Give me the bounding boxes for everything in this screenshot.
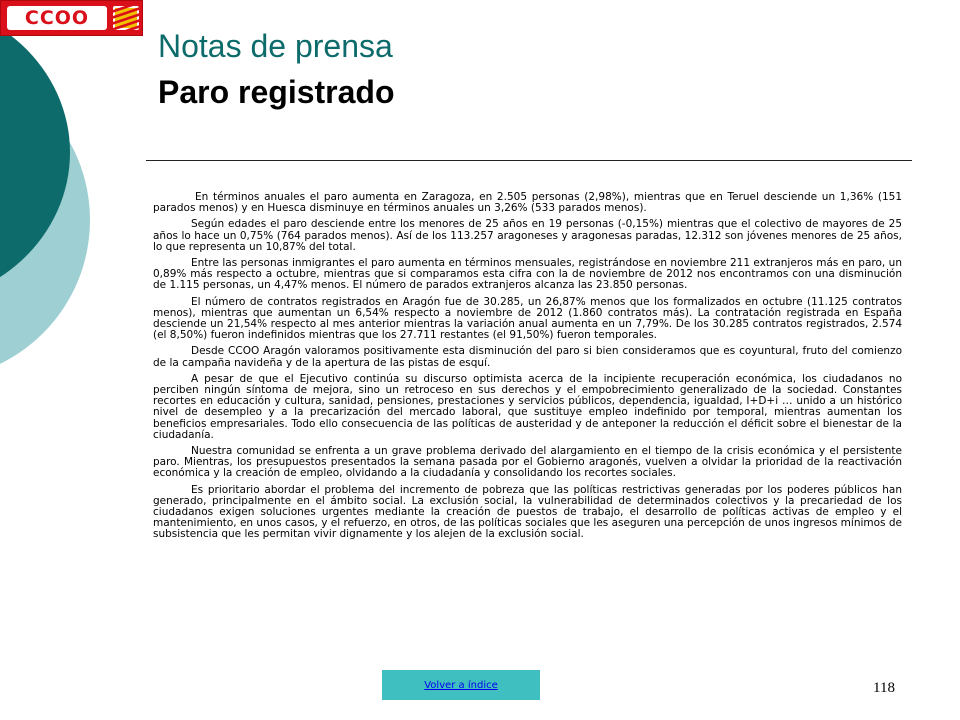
press-release-body xyxy=(153,192,902,546)
page-subtitle: Paro registrado xyxy=(158,74,395,110)
paragraph: El número de contratos registrados en Aragón fue de 30.285, un 26,87% menos que los formalizados en octubre (11.125 contratos menos), mientras que aumentan un 6,54% respecto a noviembre de 2012 (1.860 contratos más). La contratación registrada en España desciende un 21,54% respecto al mes anterior mientras la variación anual aumenta en un 7,79%. De los 30.285 contratos registrados, 2.574 (el 8,50%) fueron indefinidos mientras que los 27.711 restantes (el 91,50%) fueron temporales. xyxy=(153,295,902,342)
paragraph: Entre las personas inmigrantes el paro aumenta en términos mensuales, registrándose en noviembre 211 extranjeros más en paro, un 0,89% más respecto a octubre, mientras que si comparamos esta cifra con la de noviembre de 2012 nos encontramos con una disminución de 1.115 personas, un 4,47% menos. El número de parados extranjeros alcanza las 23.850 personas. xyxy=(153,257,902,292)
title-divider xyxy=(146,160,912,161)
ccoo-logo-text: CCOO xyxy=(7,6,107,30)
paragraph: A pesar de que el Ejecutivo continúa su discurso optimista acerca de la incipiente recuperación económica, los ciudadanos no perciben ningún síntoma de mejora, sino un retroceso en sus derechos y el empobrecimiento generalizado de la sociedad. Constantes recortes en educación y cultura, sanidad, pensiones, prestaciones y servicios públicos, dependencia, igualdad, I+D+i … unido a un histórico nivel de desempleo y a la precarización del mercado laboral, que sustituye empleo indefinido por temporal, mientras aumentan los beneficios empresariales. Todo ello consecuencia de las políticas de austeridad y de anteponer la reducción el déficit sobre el bienestar de la ciudadanía. xyxy=(153,372,902,441)
page-title: Notas de prensa xyxy=(158,28,393,64)
paragraph: Desde CCOO Aragón valoramos positivamente esta disminución del paro si bien consideramos que es coyuntural, fruto del comienzo de la campaña navideña y de la apertura de las pistas de esquí. xyxy=(153,345,902,369)
paragraph: Es prioritario abordar el problema del incremento de pobreza que las políticas restrictivas generadas por los poderes públicos han generado, principalmente en el ámbito social. La exclusión social, la vulnerabilidad de determinados colectivos y la precariedad de los ciudadanos exigen soluciones urgentes mediante la creación de puestos de trabajo, el desarrollo de políticas activas de empleo y el mantenimiento, en unos casos, y el refuerzo, en otros, de las políticas sociales que les aseguren una percepción de unos ingresos mínimos de subsistencia que les permitan vivir dignamente y los alejen de la exclusión social. xyxy=(153,483,902,541)
ccoo-logo xyxy=(0,0,143,36)
aragon-flag-icon xyxy=(113,6,139,30)
paragraph: En términos anuales el paro aumenta en Zaragoza, en 2.505 personas (2,98%), mientras que en Teruel desciende un 1,36% (151 parados menos) y en Huesca disminuye en términos anuales un 3,26% (533 parados menos). xyxy=(153,191,902,215)
paragraph: Nuestra comunidad se enfrenta a un grave problema derivado del alargamiento en el tiempo de la crisis económica y el persistente paro. Mientras, los presupuestos presentados la semana pasada por el Gobierno aragonés, vuelven a olvidar la prioridad de la reactivación económica y la creación de empleo, olvidando a la ciudadanía y consolidando los recortes sociales. xyxy=(153,445,902,480)
paragraph: Según edades el paro desciende entre los menores de 25 años en 19 personas (-0,15%) mientras que el colectivo de mayores de 25 años lo hace un 0,75% (764 parados menos). Así de los 113.257 aragoneses y aragonesas paradas, 12.312 son jóvenes menores de 25 años, lo que representa un 10,87% del total. xyxy=(153,218,902,253)
page-number: 118 xyxy=(873,680,895,696)
back-to-index-link[interactable]: Volver a índice xyxy=(382,670,540,700)
